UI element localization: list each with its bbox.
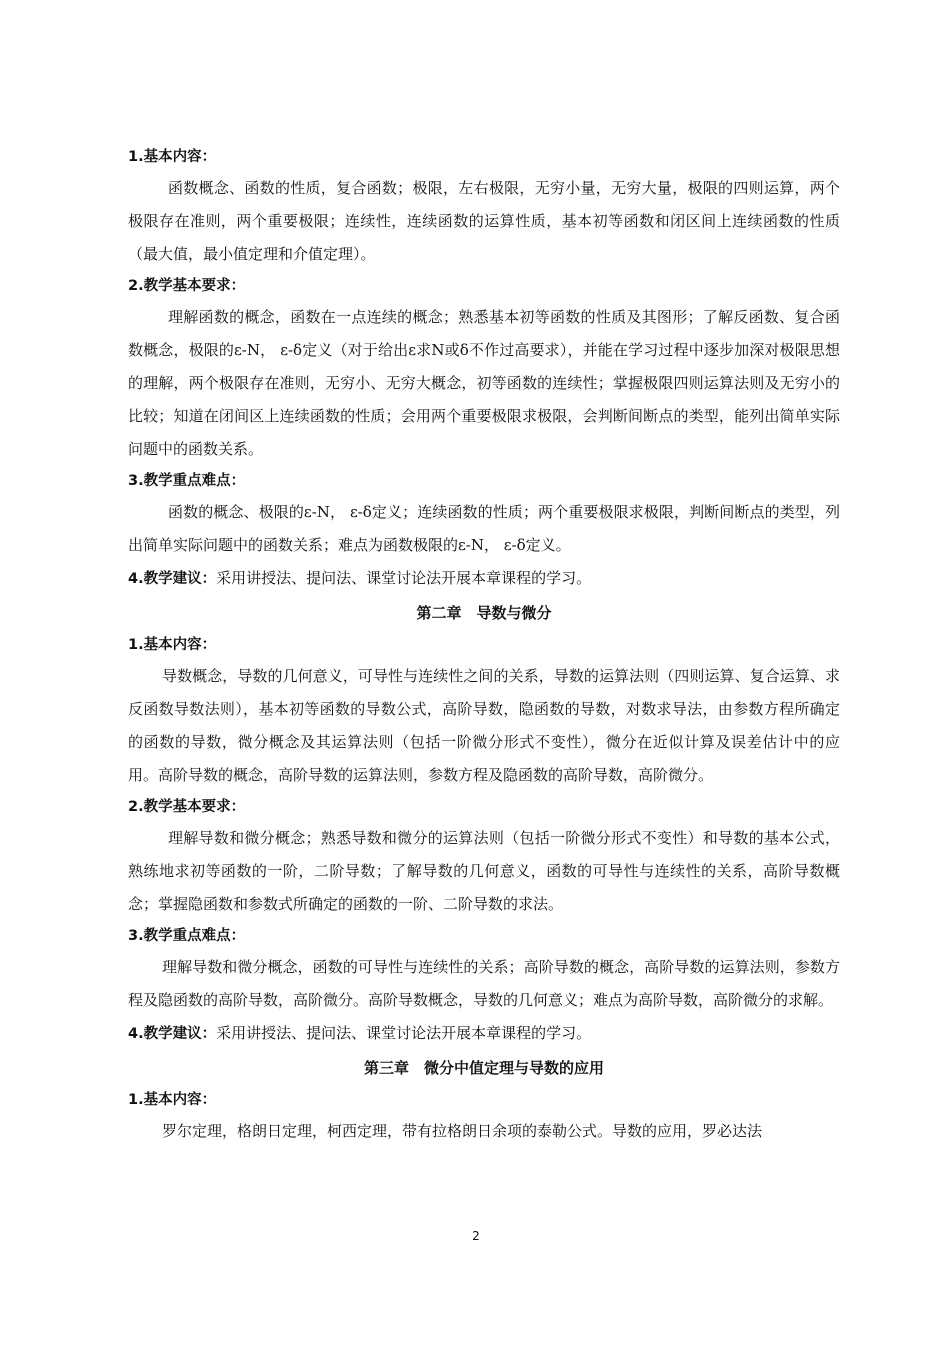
ch1-suggestion: [128, 562, 840, 596]
ch2-key-heading: 3.教学重点难点：: [128, 928, 246, 944]
ch3-basic-text: 罗尔定理，格朗日定理，柯西定理，带有拉格朗日余项的泰勒公式。导数的应用，罗必达法: [162, 1122, 763, 1140]
ch3-basic-heading: 1.基本内容：: [128, 1092, 217, 1108]
ch2-title: 第二章 导数与微分: [416, 604, 552, 622]
ch2-basic-text: 导数概念，导数的几何意义，可导性与连续性之间的关系，导数的运算法则（四则运算、复合运算、求反函数导数法则），基本初等函数的导数公式，高阶导数，隐函数的导数，对数求导法，由参数方程所确定的函数的导数，微分概念及其运算法则（包括一阶微分形式不变性），微分在近似计算及误差估计中的应用。高阶导数的概念，高阶导数的运算法则，参数方程及隐函数的高阶导数，高阶微分。: [128, 667, 840, 784]
ch2-sugg-label: 4.教学建议：: [128, 1026, 217, 1042]
ch1-sugg-text: 采用讲授法、提问法、课堂讨论法开展本章课程的学习。: [216, 569, 592, 587]
page-content: [128, 142, 840, 1148]
ch2-key-text: 理解导数和微分概念，函数的可导性与连续性的关系；高阶导数的概念，高阶导数的运算法则，参数方程及隐函数的高阶导数，高阶微分。高阶导数概念，导数的几何意义；难点为高阶导数，高阶微分的求解。: [128, 958, 840, 1009]
ch2-sugg-text: 采用讲授法、提问法、课堂讨论法开展本章课程的学习。: [216, 1024, 592, 1042]
ch1-key-heading: 3.教学重点难点：: [128, 473, 246, 489]
page-number: 2: [472, 1229, 480, 1243]
ch1-basic-text: 函数概念、函数的性质，复合函数；极限，左右极限，无穷小量，无穷大量，极限的四则运算，两个极限存在准则，两个重要极限；连续性，连续函数的运算性质，基本初等函数和闭区间上连续函数的性质（最大值，最小值定理和介值定理）。: [128, 179, 840, 263]
ch1-key-text: 函数的概念、极限的ε-N， ε-δ定义；连续函数的性质；两个重要极限求极限，判断间断点的类型，列出简单实际问题中的函数关系；难点为函数极限的ε-N， ε-δ定义。: [128, 503, 840, 554]
ch1-req-text: 理解函数的概念，函数在一点连续的概念；熟悉基本初等函数的性质及其图形；了解反函数、复合函数概念，极限的ε-N， ε-δ定义（对于给出ε求N或δ不作过高要求），并能在学习过程中逐步加深对极限思想的理解，两个极限存在准则，无穷小、无穷大概念，初等函数的连续性；掌握极限四则运算法则及无穷小的比较；知道在闭间区上连续函数的性质；会用两个重要极限求极限，会判断间断点的类型，能列出简单实际问题中的函数关系。: [128, 308, 840, 458]
ch1-basic-heading: 1.基本内容：: [128, 149, 217, 165]
ch2-req-heading: 2.教学基本要求：: [128, 799, 246, 815]
ch2-suggestion: [128, 1017, 840, 1051]
ch3-title: 第三章 微分中值定理与导数的应用: [363, 1059, 604, 1077]
ch1-req-heading: 2.教学基本要求：: [128, 278, 246, 294]
ch2-req-text: 理解导数和微分概念；熟悉导数和微分的运算法则（包括一阶微分形式不变性）和导数的基本公式，熟练地求初等函数的一阶，二阶导数；了解导数的几何意义，函数的可导性与连续性的关系，高阶导数概念；掌握隐函数和参数式所确定的函数的一阶、二阶导数的求法。: [128, 829, 840, 913]
ch2-basic-heading: 1.基本内容：: [128, 637, 217, 653]
ch1-sugg-label: 4.教学建议：: [128, 571, 217, 587]
